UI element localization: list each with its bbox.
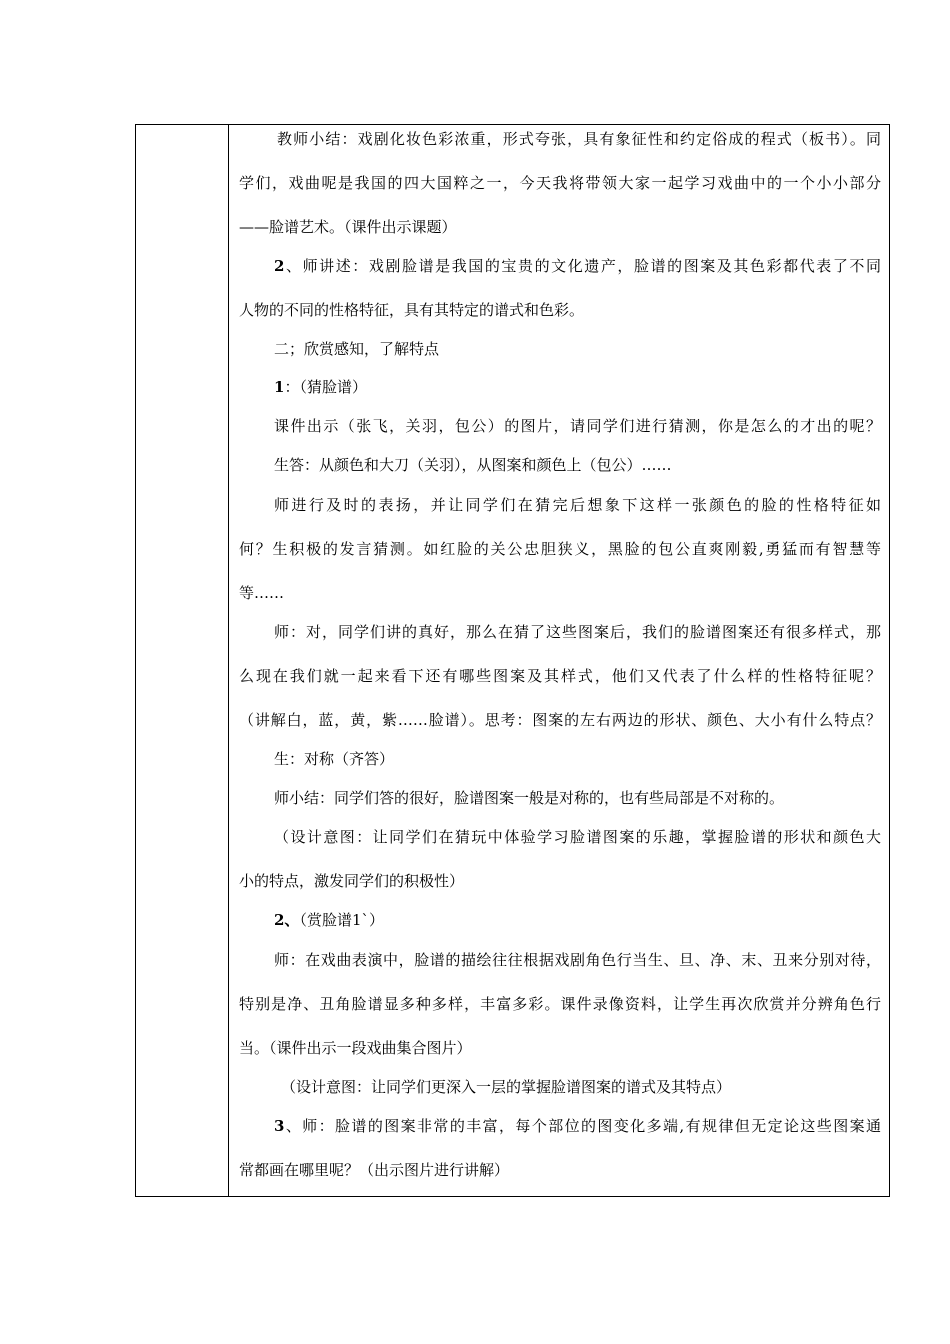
text-line: （讲解白，蓝，黄，紫……脸谱）。思考：图案的左右两边的形状、颜色、大小有什么特点？: [239, 711, 881, 729]
text-line: 2、师讲述：戏剧脸谱是我国的宝贵的文化遗产，脸谱的图案及其色彩都代表了不同: [274, 257, 881, 275]
text-line: 1：（猜脸谱）: [274, 378, 367, 396]
text-line: 师：对，同学们讲的真好，那么在猜了这些图案后，我们的脸谱图案还有很多样式，那: [274, 623, 881, 641]
text-line: ——脸谱艺术。（课件出示课题）: [239, 218, 457, 236]
text-line: 生：对称（齐答）: [274, 750, 395, 768]
text-line: 人物的不同的性格特征，具有其特定的谱式和色彩。: [239, 301, 585, 319]
text-line: 何？生积极的发言猜测。如红脸的关公忠胆狭义，黑脸的包公直爽刚毅,勇猛而有智慧等: [239, 540, 881, 558]
text-line: 教师小结：戏剧化妆色彩浓重，形式夸张，具有象征性和约定俗成的程式（板书）。同: [277, 130, 881, 148]
lesson-table: [135, 124, 890, 1197]
text-line: 小的特点，激发同学们的积极性）: [239, 872, 465, 890]
text-line: 等……: [239, 584, 285, 602]
text-line: 2、（赏脸谱1`）: [274, 911, 384, 929]
item-number: 2: [274, 257, 285, 275]
text-line: 3、师：脸谱的图案非常的丰富，每个部位的图变化多端,有规律但无定论这些图案通: [274, 1117, 881, 1135]
text-line: 师：在戏曲表演中，脸谱的描绘往往根据戏剧角色行当生、旦、净、末、丑来分别对待，: [274, 951, 881, 969]
item-number: 2、: [274, 911, 300, 929]
text-line: 常都画在哪里呢？（出示图片进行讲解）: [239, 1161, 510, 1179]
item-number: 3: [274, 1117, 285, 1135]
item-number: 1: [274, 378, 285, 396]
table-left-column: [136, 125, 229, 1196]
text-line: 课件出示（张飞，关羽，包公）的图片，请同学们进行猜测，你是怎么的才出的呢？: [274, 417, 881, 435]
text-line: 师小结：同学们答的很好，脸谱图案一般是对称的，也有些局部是不对称的。: [274, 789, 785, 807]
text-line: 当。（课件出示一段戏曲集合图片）: [239, 1039, 472, 1057]
table-content-column: [229, 125, 889, 1196]
text-line: 特别是净、丑角脸谱显多种多样，丰富多彩。课件录像资料，让学生再次欣赏并分辨角色行: [239, 995, 881, 1013]
text-line: 生答：从颜色和大刀（关羽），从图案和颜色上（包公）……: [274, 456, 672, 474]
section-heading: 二；欣赏感知，了解特点: [274, 340, 440, 358]
text-line: 师进行及时的表扬，并让同学们在猜完后想象下这样一张颜色的脸的性格特征如: [274, 496, 881, 514]
text-line: （设计意图：让同学们在猜玩中体验学习脸谱图案的乐趣，掌握脸谱的形状和颜色大: [274, 828, 881, 846]
text-line: （设计意图：让同学们更深入一层的掌握脸谱图案的谱式及其特点）: [281, 1078, 732, 1096]
text-line: 学们，戏曲呢是我国的四大国粹之一，今天我将带领大家一起学习戏曲中的一个小小部分: [239, 174, 881, 192]
text-line: 么现在我们就一起来看下还有哪些图案及其样式，他们又代表了什么样的性格特征呢？: [239, 667, 881, 685]
